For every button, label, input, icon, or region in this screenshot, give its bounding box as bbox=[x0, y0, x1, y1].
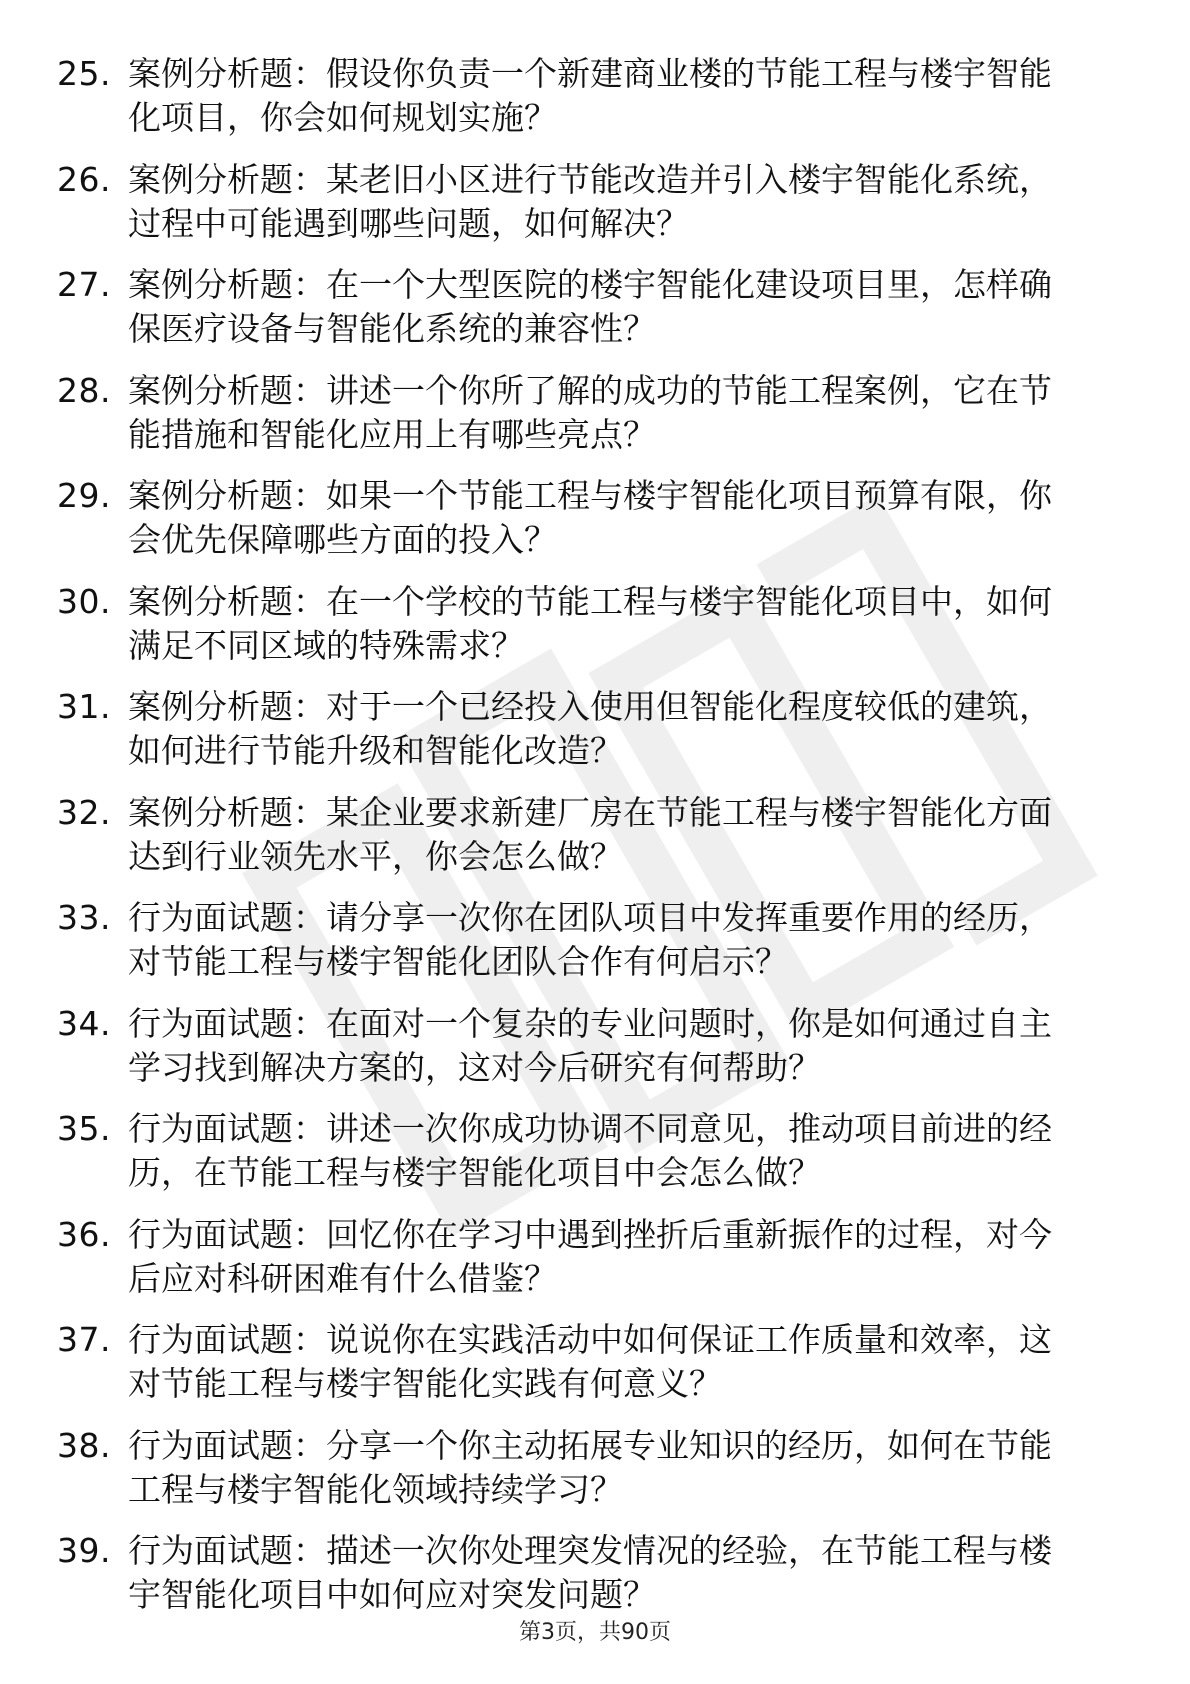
list-item bbox=[0, 263, 1190, 369]
list-item bbox=[0, 791, 1190, 897]
question-number: 38. bbox=[57, 1425, 111, 1465]
question-list bbox=[0, 52, 1190, 1635]
question-line: 保医疗设备与智能化系统的兼容性？ bbox=[128, 309, 656, 348]
question-text bbox=[128, 52, 1108, 140]
question-line: 如何进行节能升级和智能化改造？ bbox=[128, 731, 623, 770]
question-number: 33. bbox=[57, 898, 111, 937]
question-line: 后应对科研困难有什么借鉴？ bbox=[128, 1258, 557, 1298]
question-line: 案例分析题：对于一个已经投入使用但智能化程度较低的建筑， bbox=[128, 687, 1052, 726]
question-text bbox=[128, 791, 1108, 879]
question-text bbox=[128, 1318, 1108, 1406]
question-number: 31. bbox=[57, 687, 111, 726]
question-line: 学习找到解决方案的，这对今后研究有何帮助？ bbox=[128, 1047, 821, 1087]
question-line: 行为面试题：回忆你在学习中遇到挫折后重新振作的过程，对今 bbox=[128, 1214, 1052, 1254]
question-line: 工程与楼宇智能化领域持续学习？ bbox=[128, 1469, 623, 1509]
question-text bbox=[128, 1002, 1108, 1090]
question-line: 行为面试题：讲述一次你成功协调不同意见，推动项目前进的经 bbox=[128, 1109, 1052, 1148]
question-number: 30. bbox=[57, 581, 111, 621]
list-item bbox=[0, 158, 1190, 264]
list-item bbox=[0, 896, 1190, 1002]
question-line: 案例分析题：某企业要求新建厂房在节能工程与楼宇智能化方面 bbox=[128, 792, 1052, 832]
question-line: 宇智能化项目中如何应对突发问题？ bbox=[128, 1575, 656, 1614]
question-text bbox=[128, 158, 1108, 246]
page-number: 第3页，共90页 bbox=[519, 1620, 671, 1645]
question-line: 对节能工程与楼宇智能化团队合作有何启示？ bbox=[128, 942, 788, 981]
question-line: 行为面试题：分享一个你主动拓展专业知识的经历，如何在节能 bbox=[128, 1425, 1052, 1465]
question-number: 35. bbox=[57, 1109, 111, 1148]
question-number: 34. bbox=[57, 1003, 111, 1043]
question-line: 案例分析题：在一个学校的节能工程与楼宇智能化项目中，如何 bbox=[128, 581, 1052, 621]
question-number: 26. bbox=[57, 159, 111, 199]
question-text bbox=[128, 896, 1108, 984]
list-item bbox=[0, 52, 1190, 158]
question-line: 行为面试题：在面对一个复杂的专业问题时，你是如何通过自主 bbox=[128, 1003, 1052, 1043]
page-footer bbox=[0, 1618, 1190, 1648]
question-line: 达到行业领先水平，你会怎么做？ bbox=[128, 836, 623, 876]
question-number: 37. bbox=[57, 1320, 111, 1359]
question-text bbox=[128, 369, 1108, 457]
question-line: 历，在节能工程与楼宇智能化项目中会怎么做？ bbox=[128, 1153, 821, 1192]
list-item bbox=[0, 580, 1190, 686]
question-line: 能措施和智能化应用上有哪些亮点？ bbox=[128, 414, 656, 454]
question-number: 27. bbox=[57, 265, 111, 304]
question-line: 案例分析题：某老旧小区进行节能改造并引入楼宇智能化系统， bbox=[128, 159, 1052, 199]
question-text bbox=[128, 1213, 1108, 1301]
question-number: 29. bbox=[57, 476, 111, 515]
question-line: 案例分析题：在一个大型医院的楼宇智能化建设项目里，怎样确 bbox=[128, 265, 1052, 304]
question-line: 满足不同区域的特殊需求？ bbox=[128, 625, 524, 665]
question-line: 案例分析题：如果一个节能工程与楼宇智能化项目预算有限，你 bbox=[128, 476, 1052, 515]
list-item bbox=[0, 1002, 1190, 1108]
question-text bbox=[128, 1529, 1108, 1617]
question-number: 32. bbox=[57, 792, 111, 832]
list-item bbox=[0, 685, 1190, 791]
question-line: 化项目，你会如何规划实施？ bbox=[128, 98, 557, 137]
question-number: 25. bbox=[57, 54, 111, 93]
list-item bbox=[0, 1424, 1190, 1530]
list-item bbox=[0, 1107, 1190, 1213]
question-line: 对节能工程与楼宇智能化实践有何意义？ bbox=[128, 1364, 722, 1403]
question-text bbox=[128, 474, 1108, 562]
list-item bbox=[0, 474, 1190, 580]
question-line: 过程中可能遇到哪些问题，如何解决？ bbox=[128, 203, 689, 243]
question-text bbox=[128, 1424, 1108, 1512]
question-text bbox=[128, 685, 1108, 773]
question-text bbox=[128, 1107, 1108, 1195]
question-line: 行为面试题：描述一次你处理突发情况的经验，在节能工程与楼 bbox=[128, 1531, 1052, 1570]
list-item bbox=[0, 369, 1190, 475]
question-line: 行为面试题：说说你在实践活动中如何保证工作质量和效率，这 bbox=[128, 1320, 1052, 1359]
list-item bbox=[0, 1318, 1190, 1424]
question-line: 行为面试题：请分享一次你在团队项目中发挥重要作用的经历， bbox=[128, 898, 1052, 937]
question-line: 案例分析题：假设你负责一个新建商业楼的节能工程与楼宇智能 bbox=[128, 54, 1052, 93]
list-item bbox=[0, 1213, 1190, 1319]
question-number: 36. bbox=[57, 1214, 111, 1254]
question-number: 28. bbox=[57, 370, 111, 410]
question-line: 会优先保障哪些方面的投入？ bbox=[128, 520, 557, 559]
question-text bbox=[128, 263, 1108, 351]
question-number: 39. bbox=[57, 1531, 111, 1570]
question-text bbox=[128, 580, 1108, 668]
question-line: 案例分析题：讲述一个你所了解的成功的节能工程案例，它在节 bbox=[128, 370, 1052, 410]
